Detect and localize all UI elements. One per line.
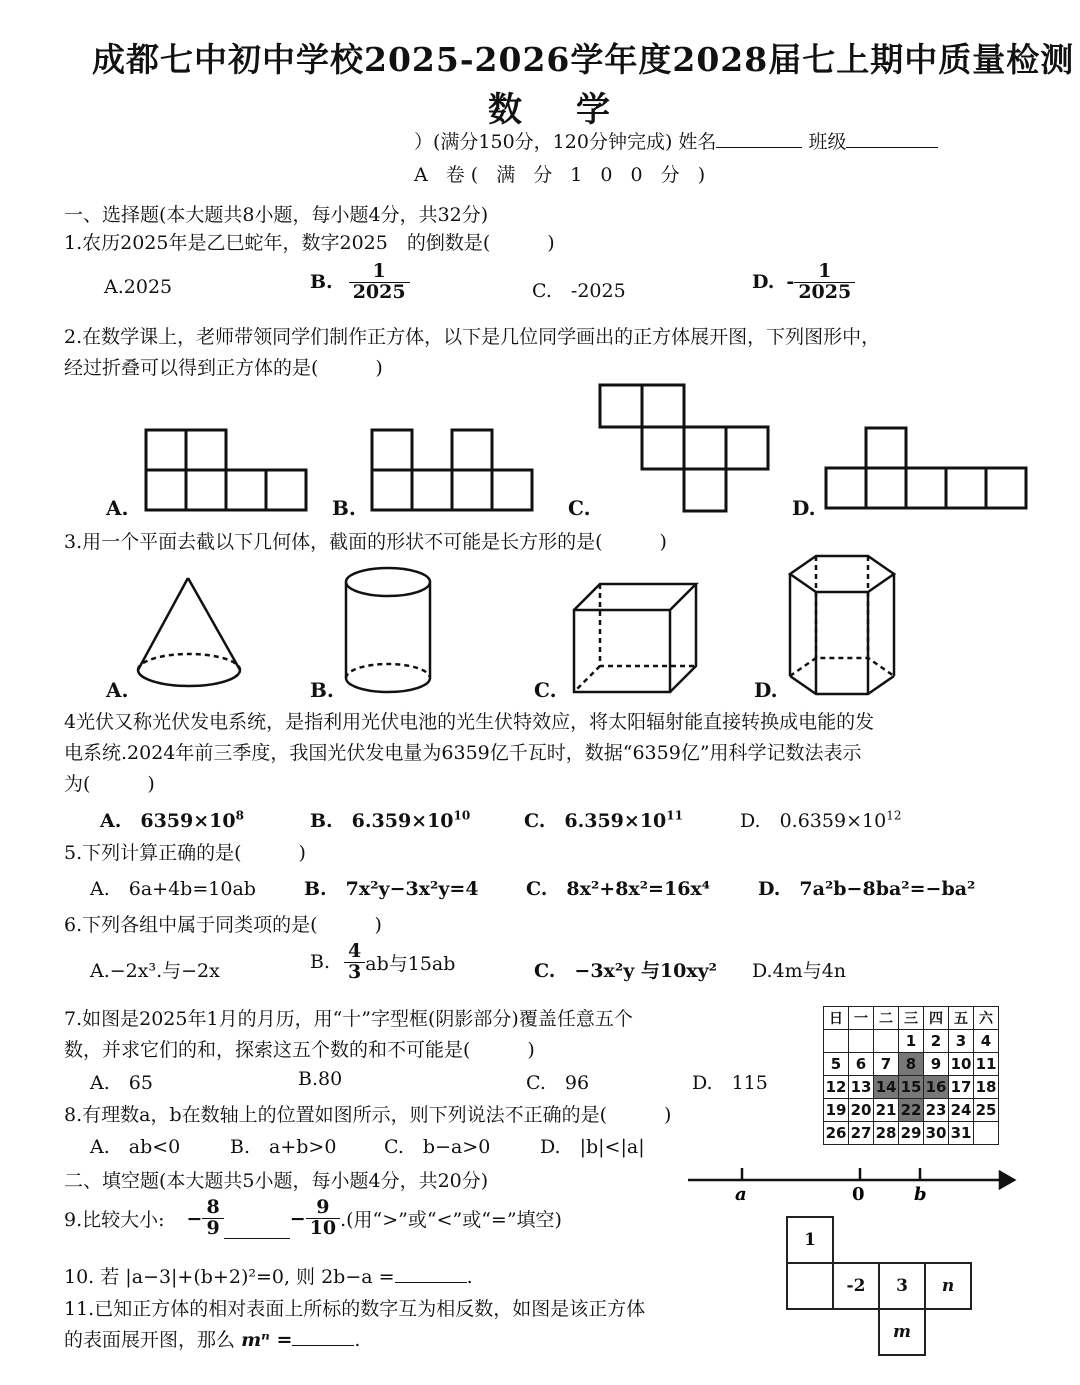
q4-c-exp: 11 [666,808,683,823]
net-empty [833,1217,879,1263]
q10-answer-blank [395,1264,467,1283]
q9-den-1: 9 [202,1218,223,1239]
q9-den-2: 10 [306,1218,340,1239]
q5-stem: 5.下列计算正确的是( ) [64,842,306,864]
q8-stem: 8.有理数a，b在数轴上的位置如图所示，则下列说法不正确的是( ) [64,1104,672,1126]
q2-stem-line2: 经过折叠可以得到正方体的是( ) [64,357,383,379]
calendar-header: 日 [824,1007,849,1030]
net-empty [879,1217,925,1263]
calendar-week [824,1099,999,1122]
calendar-day: 17 [949,1076,974,1099]
q8-option-a: A. ab<0 [90,1136,181,1158]
calendar-figure [823,1006,999,1145]
number-line-b: b [914,1184,927,1205]
q11-answer-blank [292,1327,354,1346]
q7-stem-line1: 7.如图是2025年1月的月历，用“十”字型框(阴影部分)覆盖任意五个 [64,1008,633,1030]
q4-d-exp: 12 [886,808,902,823]
net-face: 1 [787,1217,833,1263]
calendar-week [824,1053,999,1076]
calendar-day: 6 [849,1053,874,1076]
net-face: n [925,1263,971,1309]
q9-suffix: .(用“>”或“<”或“=”填空) [340,1209,562,1231]
net-face [787,1263,833,1309]
q7-stem-line2: 数，并求它们的和，探索这五个数的和不可能是( ) [64,1039,535,1061]
q9-minus-1: − [186,1207,203,1230]
calendar-day-shaded: 22 [899,1099,924,1122]
q2-label-d: D. [792,496,816,520]
q6-option-d: D.4m与4n [752,960,847,982]
q9-answer-blank [224,1220,290,1239]
q1-d-num: 1 [818,260,832,282]
calendar-day-shaded: 16 [924,1076,949,1099]
calendar-header: 五 [949,1007,974,1030]
number-line-a: a [735,1184,747,1205]
q3-label-a: A. [106,678,129,702]
q9-num-2: 9 [316,1196,330,1219]
q4-c-base: C. 6.359×10 [524,810,667,832]
calendar-day: 9 [924,1053,949,1076]
net-face: 3 [879,1263,925,1309]
q1-stem: 1.农历2025年是乙巳蛇年，数字2025 的倒数是( ) [64,232,555,254]
calendar-day [874,1030,899,1053]
q4-stem-line3: 为( ) [64,773,155,795]
q1-b-den: 2025 [349,282,410,303]
net-empty [925,1217,971,1263]
q11-cube-net [786,1216,972,1356]
calendar-day: 26 [824,1122,849,1145]
q9-prefix: 9.比较大小: [64,1209,165,1231]
q3-cylinder [346,568,430,692]
q8-option-c: C. b−a>0 [384,1136,491,1158]
q1-option-c: C. -2025 [532,280,626,302]
q7-option-a: A. 65 [90,1072,153,1094]
q2-net-b [372,430,532,510]
q4-option-d [740,806,901,833]
calendar-day: 4 [974,1030,999,1053]
calendar-day: 21 [874,1099,899,1122]
q9-minus-2: − [289,1207,306,1230]
q4-option-b [310,806,470,833]
q3-cone [138,578,240,686]
calendar-day: 3 [949,1030,974,1053]
q11-expression: mⁿ = [241,1329,293,1351]
q6-b-num: 4 [348,940,362,962]
calendar-day [849,1030,874,1053]
q4-a-base: A. 6359×10 [100,810,236,832]
exam-title: 成都七中初中学校2025-2026学年度2028届七上期中质量检测 [92,40,1075,79]
calendar-week [824,1122,999,1145]
q3-cube [574,584,696,692]
q1-b-num: 1 [372,260,386,282]
calendar-day: 5 [824,1053,849,1076]
q5-option-b: B. 7x²y−3x²y=4 [304,878,479,900]
q3-hexagonal-prism [790,556,894,694]
calendar-day: 27 [849,1122,874,1145]
q2-label-a: A. [106,496,129,520]
calendar-day-shaded: 8 [899,1053,924,1076]
q2-label-c: C. [568,496,591,520]
calendar-day: 19 [824,1099,849,1122]
q3-label-b: B. [310,678,334,702]
q8-option-b: B. a+b>0 [230,1136,337,1158]
q7-option-c: C. 96 [526,1072,590,1094]
q2-net-d [826,428,1026,508]
q3-label-c: C. [534,678,557,702]
q2-stem-line1: 2.在数学课上，老师带领同学们制作正方体，以下是几位同学画出的正方体展开图，下列图形中， [64,326,881,348]
q4-option-c [524,806,683,833]
calendar-day: 20 [849,1099,874,1122]
q6-b-fraction [344,942,365,983]
net-face: m [879,1309,925,1355]
calendar-header: 三 [899,1007,924,1030]
calendar-week [824,1076,999,1099]
class-label: 班级 [808,131,847,153]
q11-stem-line2: 的表面展开图，那么 mⁿ = . [64,1329,361,1351]
q4-d-base: D. 0.6359×10 [740,810,887,832]
q4-b-base: B. 6.359×10 [310,810,454,832]
q10-line: 10. 若 |a−3|+(b+2)²=0, 则 2b−a = . [64,1266,473,1288]
q6-b-rest: ab与15ab [365,952,456,975]
calendar-day [974,1122,999,1145]
q7-option-d: D. 115 [692,1072,768,1094]
q11-stem-line1: 11.已知正方体的相对表面上所标的数字互为相反数，如图是该正方体 [64,1298,646,1320]
calendar-day: 30 [924,1122,949,1145]
q6-stem: 6.下列各组中属于同类项的是( ) [64,914,382,936]
calendar-day: 28 [874,1122,899,1145]
calendar-week [824,1030,999,1053]
calendar-day-shaded: 15 [899,1076,924,1099]
q1-d-den: 2025 [794,282,855,303]
q9-num-1: 8 [206,1196,220,1219]
calendar-day: 13 [849,1076,874,1099]
calendar-header-row [824,1007,999,1030]
q1-d-label: D. [752,271,775,294]
net-empty [787,1309,833,1355]
q1-b-label: B. [310,271,333,294]
calendar-day: 12 [824,1076,849,1099]
q2-label-b: B. [332,496,356,520]
volume-a: A 卷( 满 分 1 0 0 分 ) [414,164,712,186]
calendar-day [824,1030,849,1053]
q6-b-label: B. [310,951,331,974]
section-2-heading: 二、填空题(本大题共5小题，每小题4分，共20分) [64,1170,489,1192]
q4-stem-line2: 电系统.2024年前三季度，我国光伏发电量为6359亿千瓦时，数据“6359亿”用科学记数法表示 [64,742,862,764]
q6-option-b [310,942,455,983]
calendar-header: 四 [924,1007,949,1030]
subject-title: 数学 [488,90,664,130]
q10-text: 10. 若 |a−3|+(b+2)²=0, 则 2b−a = [64,1266,395,1288]
q9-fraction-2 [306,1198,340,1239]
q5-option-a: A. 6a+4b=10ab [90,878,256,900]
calendar-day: 25 [974,1099,999,1122]
net-face: -2 [833,1263,879,1309]
q3-label-d: D. [754,678,778,702]
net-empty [925,1309,971,1355]
q6-b-den: 3 [344,962,365,983]
calendar-day: 18 [974,1076,999,1099]
calendar-header: 六 [974,1007,999,1030]
calendar-day: 24 [949,1099,974,1122]
q9-line [64,1198,562,1239]
q4-option-a [100,806,244,833]
calendar-day: 2 [924,1030,949,1053]
q6-option-a: A.−2x³.与−2x [90,960,220,982]
q8-option-d: D. |b|<|a| [540,1136,645,1158]
calendar-day: 31 [949,1122,974,1145]
calendar-header: 一 [849,1007,874,1030]
calendar-day-shaded: 14 [874,1076,899,1099]
net-empty [833,1309,879,1355]
calendar-day: 11 [974,1053,999,1076]
q5-option-d: D. 7a²b−8ba²=−ba² [758,878,976,900]
q4-stem-line1: 4光伏又称光伏发电系统，是指利用光伏电池的光生伏特效应，将太阳辐射能直接转换成电能的发 [64,711,875,733]
number-line-zero: 0 [852,1184,865,1205]
q6-option-c: C. −3x²y 与10xy² [534,960,717,982]
calendar-day: 23 [924,1099,949,1122]
calendar-day: 10 [949,1053,974,1076]
calendar-header: 二 [874,1007,899,1030]
calendar-day: 7 [874,1053,899,1076]
section-1-heading: 一、选择题(本大题共8小题，每小题4分，共32分) [64,204,489,226]
q4-b-exp: 10 [453,808,471,823]
q2-net-a [146,430,306,510]
q4-a-exp: 8 [235,808,244,823]
info-prefix: ）(满分150分，120分钟完成) 姓名 [414,131,717,153]
q5-option-c: C. 8x²+8x²=16x⁴ [526,878,711,900]
q3-stem: 3.用一个平面去截以下几何体，截面的形状不可能是长方形的是( ) [64,531,667,553]
q1-option-a: A.2025 [104,276,173,298]
q2-net-c [600,385,768,511]
q7-option-b: B.80 [298,1068,343,1090]
q1-d-sign: - [786,271,795,294]
calendar-day: 1 [899,1030,924,1053]
q11-stem-line2-text: 的表面展开图，那么 [64,1329,236,1351]
calendar-day: 29 [899,1122,924,1145]
q9-fraction-1 [202,1198,223,1239]
